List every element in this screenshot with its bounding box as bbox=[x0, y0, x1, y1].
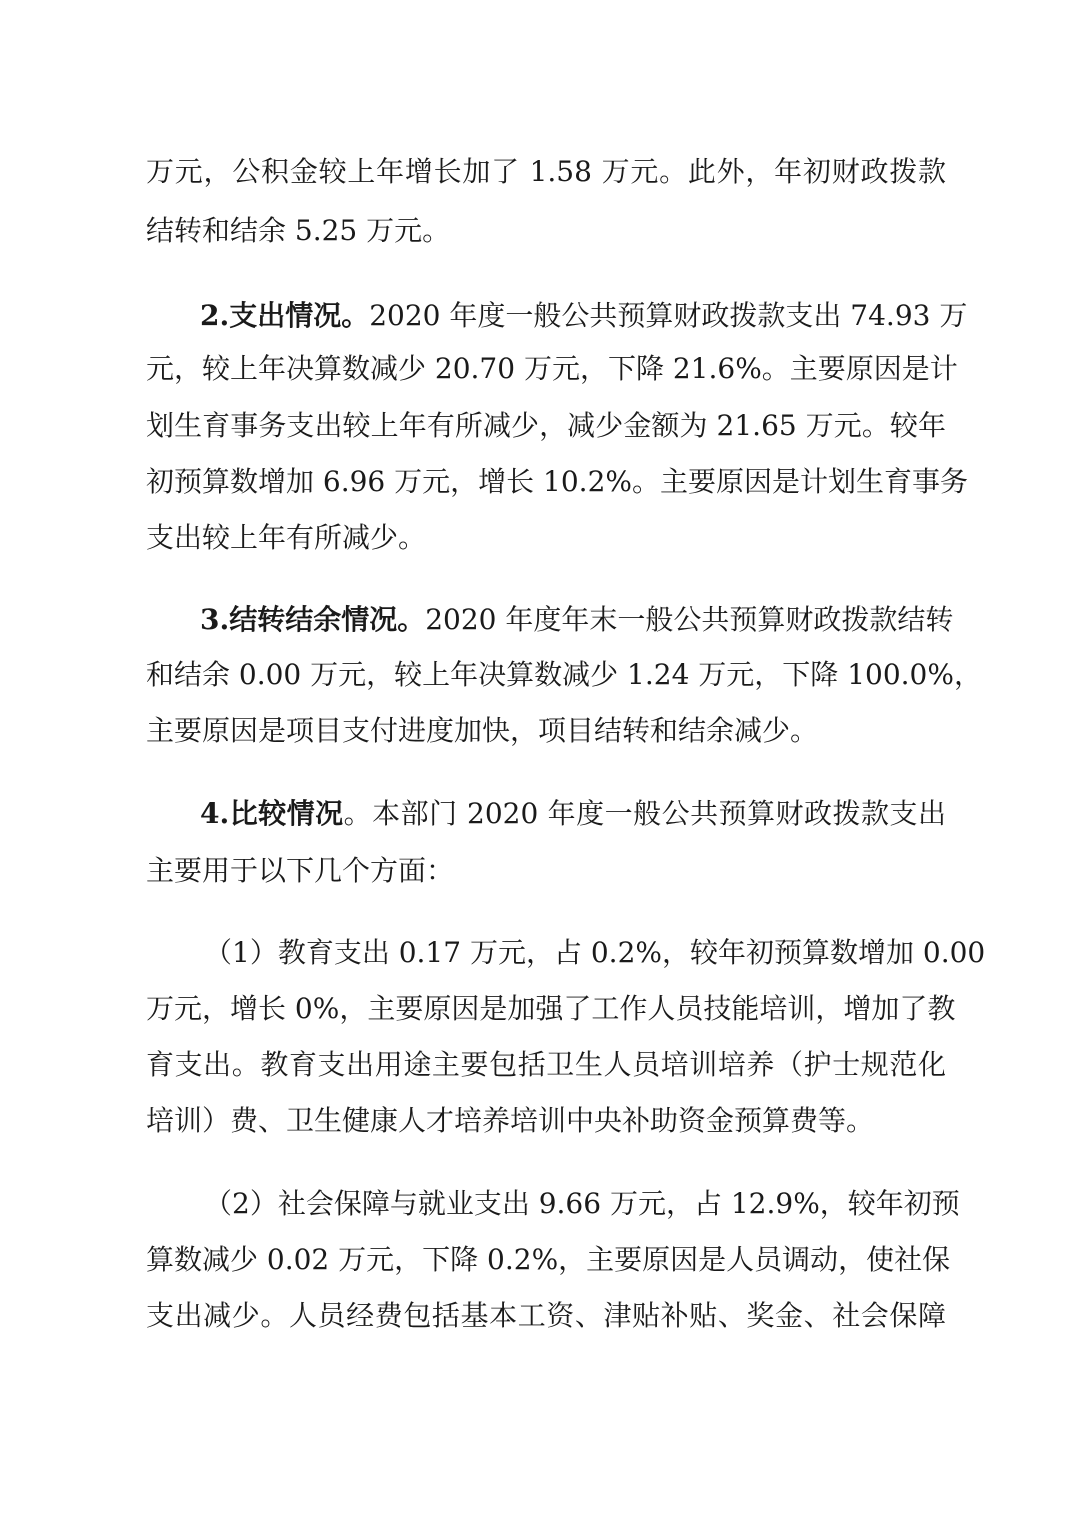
section-heading-4: 4.比较情况 bbox=[200, 797, 344, 830]
paragraph-1-line-1: 万元，公积金较上年增长加了 1.58 万元。此外，年初财政拨款 bbox=[146, 155, 946, 188]
paragraph-2-line-3: 划生育事务支出较上年有所减少，减少金额为 21.65 万元。较年 bbox=[146, 409, 946, 442]
paragraph-2-line-5: 支出较上年有所减少。 bbox=[146, 521, 427, 554]
paragraph-2-line-1-text: 2020 年度一般公共预算财政拨款支出 74.93 万 bbox=[369, 299, 968, 332]
section-heading-3: 3.结转结余情况。 bbox=[200, 603, 426, 636]
paragraph-5-line-3: 育支出。教育支出用途主要包括卫生人员培训培养（护士规范化 bbox=[146, 1048, 946, 1081]
paragraph-4-line-2: 主要用于以下几个方面： bbox=[146, 854, 455, 887]
paragraph-2-line-4: 初预算数增加 6.96 万元，增长 10.2%。主要原因是计划生育事务 bbox=[146, 465, 968, 498]
paragraph-4-line-1 bbox=[200, 794, 946, 834]
paragraph-6-line-1: （2）社会保障与就业支出 9.66 万元，占 12.9%，较年初预 bbox=[204, 1187, 960, 1220]
paragraph-2-line-2: 元，较上年决算数减少 20.70 万元，下降 21.6%。主要原因是计 bbox=[146, 352, 958, 385]
paragraph-1-line-2: 结转和结余 5.25 万元。 bbox=[146, 214, 451, 247]
paragraph-4-line-1-text: 。本部门 2020 年度一般公共预算财政拨款支出 bbox=[343, 797, 946, 830]
paragraph-3-line-2: 和结余 0.00 万元，较上年决算数减少 1.24 万元，下降 100.0%， bbox=[146, 658, 982, 691]
paragraph-5-line-1: （1）教育支出 0.17 万元，占 0.2%，较年初预算数增加 0.00 bbox=[204, 936, 986, 969]
paragraph-3-line-3: 主要原因是项目支付进度加快，项目结转和结余减少。 bbox=[146, 714, 819, 747]
paragraph-6-line-2: 算数减少 0.02 万元，下降 0.2%，主要原因是人员调动，使社保 bbox=[146, 1243, 951, 1276]
paragraph-3-line-1-text: 2020 年度年末一般公共预算财政拨款结转 bbox=[425, 603, 954, 636]
paragraph-5-line-2: 万元，增长 0%，主要原因是加强了工作人员技能培训，增加了教 bbox=[146, 992, 956, 1025]
paragraph-5-line-4: 培训）费、卫生健康人才培养培训中央补助资金预算费等。 bbox=[146, 1104, 875, 1137]
paragraph-6-line-3: 支出减少。人员经费包括基本工资、津贴补贴、奖金、社会保障 bbox=[146, 1299, 946, 1332]
paragraph-3-line-1 bbox=[200, 600, 954, 640]
section-heading-2: 2.支出情况。 bbox=[200, 299, 370, 332]
paragraph-2-line-1 bbox=[200, 296, 968, 336]
